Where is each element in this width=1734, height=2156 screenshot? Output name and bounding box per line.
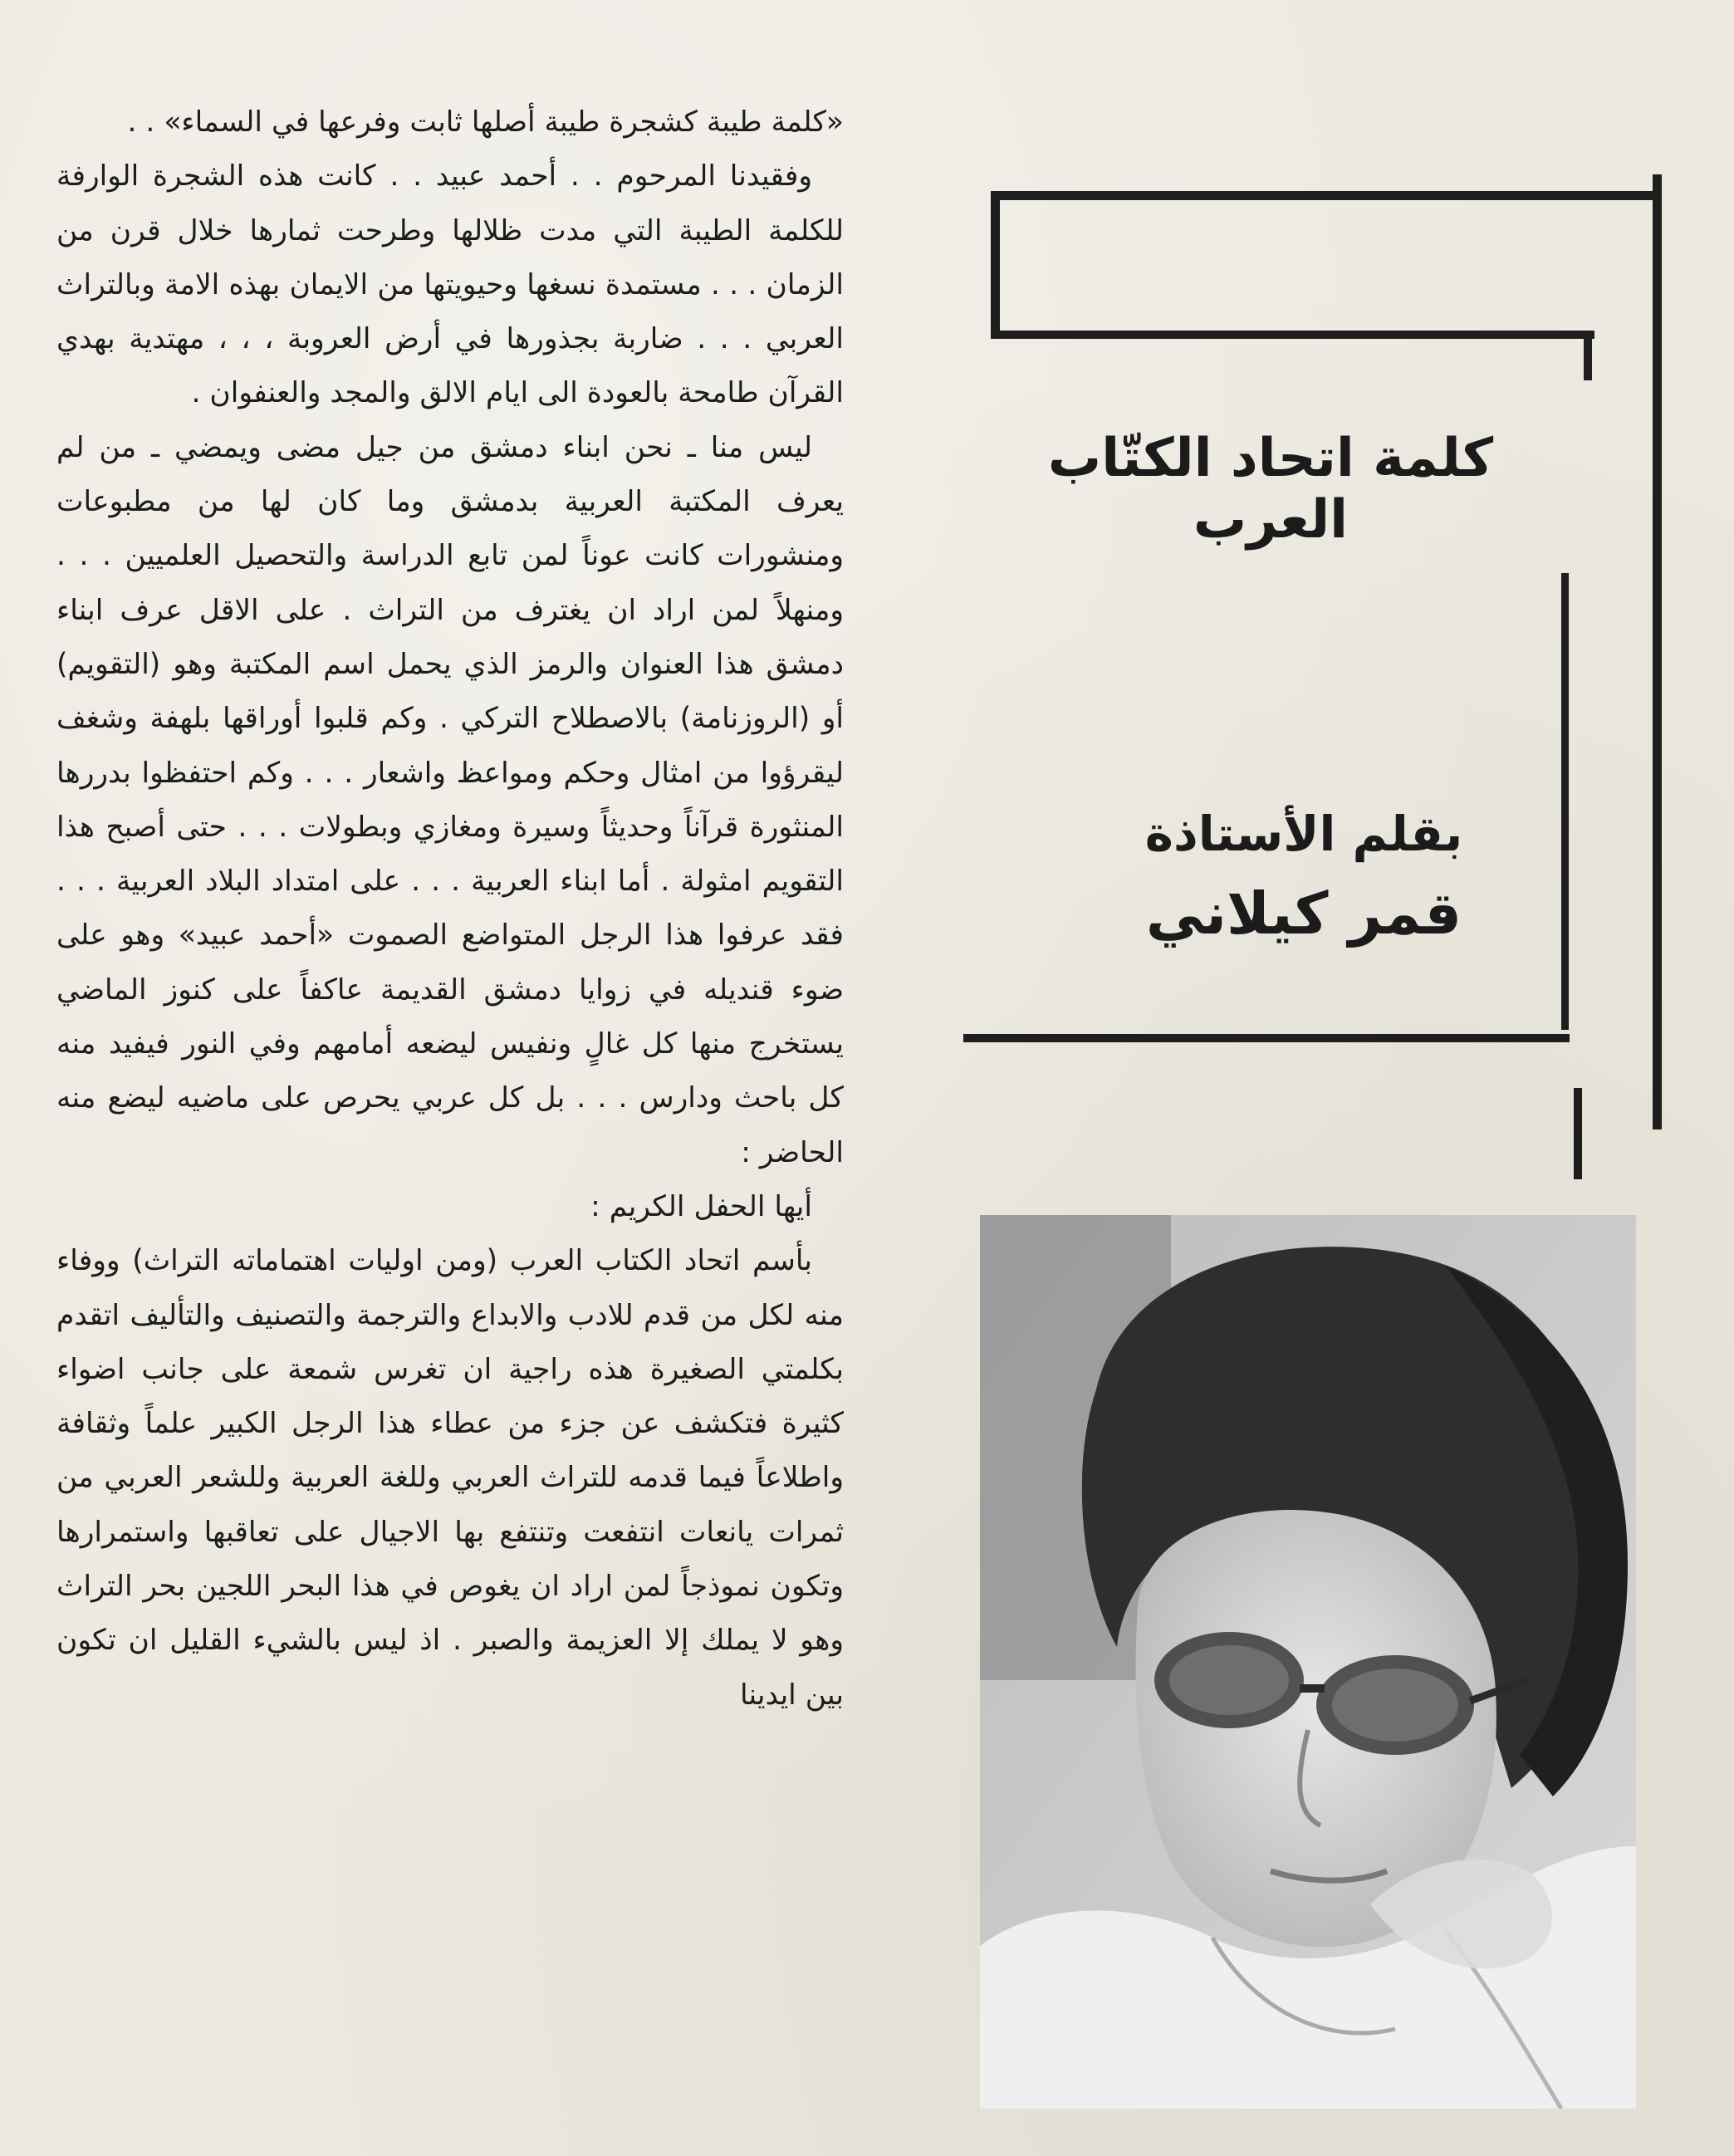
frame-inner-right-top (1584, 331, 1592, 380)
frame-bottom-line (963, 1034, 1570, 1042)
byline-prefix: بقلم الأستاذة (1144, 806, 1463, 862)
portrait-image (980, 1215, 1636, 2109)
frame-inner-right-bottom (1561, 573, 1569, 1030)
frame-bottom-tail (1574, 1088, 1582, 1179)
frame-upper-bar (997, 331, 1594, 339)
frame-right-outer (1653, 174, 1662, 1129)
article-paragraph-1: «كلمة طيبة كشجرة طيبة أصلها ثابت وفرعها في السماء» . . (127, 105, 844, 139)
author-name: قمر كيلاني (1145, 880, 1462, 948)
frame-top-line (997, 191, 1661, 200)
article-paragraph-4: أيها الحفل الكريم : (590, 1189, 812, 1223)
article-paragraph-3: ليس منا ـ نحن ابناء دمشق من جيل مضى ويمضي ـ من لم يعرف المكتبة العربية بدمشق وما كان لها من مطبوعات ومنشورات كانت عوناً لمن تابع الدراسة والتحصيل العلميين . . . ومنهلاً لمن اراد ان يغترف من التراث . على الاقل عرف ابناء دمشق هذا العنوان والرمز الذي يحمل اسم المكتبة وهو (التقويم) أو (الروزنامة) بالاصطلاح التركي . وكم قلبوا أوراقها بلهفة وشغف ليقرؤوا من امثال وحكم ومواعظ واشعار . . . وكم احتفظوا بدررها المنثورة قرآناً وحديثاً وسيرة ومغازي وبطولات . . . حتى أصبح هذا التقويم امثولة . أما ابناء العربية . . . على امتداد البلاد العربية . . . فقد عرفوا هذا الرجل المتواضع الصموت «أحمد عبيد» وهو على ضوء قنديله في زوايا دمشق القديمة عاكفاً على كنوز الماضي يستخرج منها كل غالٍ ونفيس ليضعه أمامهم وفي النور فيفيد منه كل باحث ودارس . . . بل كل عربي يحرص على ماضيه ليضع منه الحاضر : (56, 430, 844, 1169)
article-title: كلمة اتحاد الكتّاب العرب (1047, 428, 1494, 551)
byline (1080, 797, 1528, 957)
author-photo (980, 1215, 1636, 2109)
article-body (56, 96, 844, 2139)
frame-left-upper (991, 191, 1000, 339)
article-paragraph-5: بأسم اتحاد الكتاب العرب (ومن اوليات اهتماماته التراث) ووفاء منه لكل من قدم للادب والابداع والترجمة والتصنيف والتأليف اتقدم بكلمتي الصغيرة هذه راجية ان تغرس شمعة على جانب اضواء كثيرة فتكشف عن جزء من عطاء هذا الرجل الكبير علماً وثقافة واطلاعاً فيما قدمه للتراث العربي وللغة العربية وللشعر العربي من ثمرات يانعات انتفعت وتنتفع بها الاجيال على تعاقبها واستمرارها وتكون نموذجاً لمن اراد ان يغوص في هذا البحر اللجين بحر التراث وهو لا يملك إلا العزيمة والصبر . اذ ليس بالشيء القليل ان تكون بين ايدينا (56, 1244, 844, 1712)
article-paragraph-2: وفقيدنا المرحوم . . أحمد عبيد . . كانت هذه الشجرة الوارفة للكلمة الطيبة التي مدت ظلالها وطرحت ثمارها خلال قرن من الزمان . . . مستمدة نسغها وحيويتها من الايمان بهذه الامة وبالتراث العربي . . . ضاربة بجذورها في أرض العروبة ، ، ، مهتدية بهدي القرآن طامحة بالعودة الى ايام الالق والمجد والعنفوان . (56, 159, 844, 410)
